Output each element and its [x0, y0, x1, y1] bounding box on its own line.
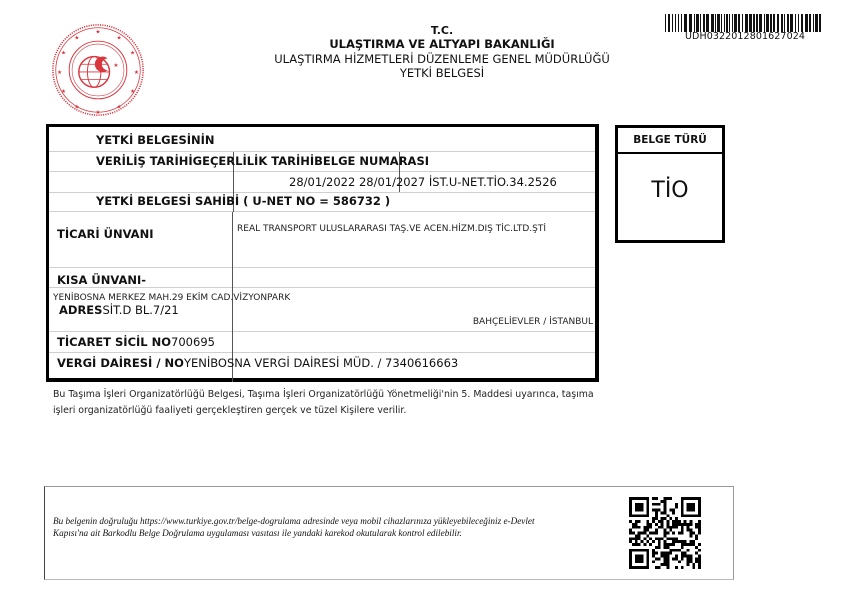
- verification-text: [53, 515, 613, 539]
- trade-registry-row: [57, 335, 215, 349]
- header-country: T.C.: [430, 24, 454, 37]
- svg-text:★: ★: [74, 35, 80, 42]
- svg-text:★: ★: [116, 104, 122, 111]
- verification-box: [44, 486, 734, 580]
- legal-footnote: [53, 387, 613, 419]
- address-row: [59, 303, 179, 317]
- trade-registry-label: TİCARET SİCİL NO: [57, 335, 172, 349]
- short-name-value: -: [141, 273, 147, 287]
- header-department: ULAŞTIRMA HİZMETLERİ DÜZENLEME GENEL MÜDÜRLÜĞÜ: [274, 52, 610, 66]
- verification-line2: Kapısı'na ait Barkodlu Belge Doğrulama uygulaması vasıtası ile yandaki karekod okutularak kontrol edilebilir.: [53, 528, 462, 538]
- svg-text:★: ★: [95, 29, 101, 36]
- address-line2: SİT.D BL.7/21: [102, 303, 179, 317]
- short-name-label: KISA ÜNVANI-: [57, 273, 147, 287]
- svg-text:★: ★: [133, 69, 139, 76]
- tax-office-value: YENİBOSNA VERGİ DAİRESİ MÜD. / 7340616663: [183, 356, 459, 370]
- date-number-headers: VERİLİŞ TARİHİGEÇERLİLİK TARİHİBELGE NUMARASI: [96, 154, 430, 168]
- document-type-value: TİO: [651, 178, 689, 203]
- address-line1: YENİBOSNA MERKEZ MAH.29 EKİM CAD.VİZYONPARK: [53, 293, 291, 303]
- svg-text:★: ★: [60, 50, 67, 57]
- barcode-number: UDH0322012801627024: [684, 31, 806, 42]
- holder-label: YETKİ BELGESİ SAHİBİ ( U-NET NO = 586732 ): [96, 194, 391, 208]
- trade-name-value: REAL TRANSPORT ULUSLARARASI TAŞ.VE ACEN.HİZM.DIŞ TİC.LTD.ŞTİ: [237, 224, 546, 234]
- certificate-title: YETKİ BELGESİNİN: [96, 133, 215, 147]
- dates-number-values: 28/01/2022 28/01/2027 İST.U-NET.TİO.34.2526: [289, 175, 557, 189]
- certificate-table: [46, 124, 599, 382]
- ministry-seal-icon: [50, 22, 146, 118]
- svg-text:★: ★: [129, 89, 136, 96]
- address-label: ADRES: [59, 303, 103, 317]
- header-document-title: YETKİ BELGESİ: [399, 66, 485, 80]
- svg-text:★: ★: [60, 89, 67, 96]
- tax-office-row: [57, 356, 458, 370]
- footnote-line2: işleri organizatörlüğü faaliyeti gerçekleştiren gerçek ve tüzel Kişilere verilir.: [53, 405, 407, 416]
- svg-text:★: ★: [57, 69, 63, 76]
- verification-line1: Bu belgenin doğruluğu https://www.turkiye.gov.tr/belge-dogrulama adresinde veya mobil cihazlarınıza yükleyebileceğiniz e-Devlet: [53, 516, 535, 526]
- qr-code-icon: [629, 497, 701, 569]
- trade-name-label: TİCARİ ÜNVANI: [57, 227, 154, 241]
- document-type-box: [615, 125, 725, 243]
- tax-office-label: VERGİ DAİRESİ / NO: [57, 356, 184, 370]
- barcode-icon: [665, 14, 825, 32]
- header-ministry: ULAŞTIRMA VE ALTYAPI BAKANLIĞI: [329, 37, 555, 51]
- svg-text:★: ★: [74, 104, 80, 111]
- svg-text:★: ★: [95, 110, 101, 117]
- trade-registry-value: 700695: [171, 335, 215, 349]
- svg-text:★: ★: [129, 50, 136, 57]
- footnote-line1: Bu Taşıma İşleri Organizatörlüğü Belgesi, Taşıma İşleri Organizatörlüğü Yönetmeliği'nin 5. Maddesi uyarınca, taşıma: [53, 389, 594, 400]
- svg-text:★: ★: [113, 63, 119, 70]
- svg-text:★: ★: [116, 35, 122, 42]
- document-type-label: BELGE TÜRÜ: [618, 128, 722, 154]
- address-city: BAHÇELİEVLER / İSTANBUL: [472, 317, 593, 327]
